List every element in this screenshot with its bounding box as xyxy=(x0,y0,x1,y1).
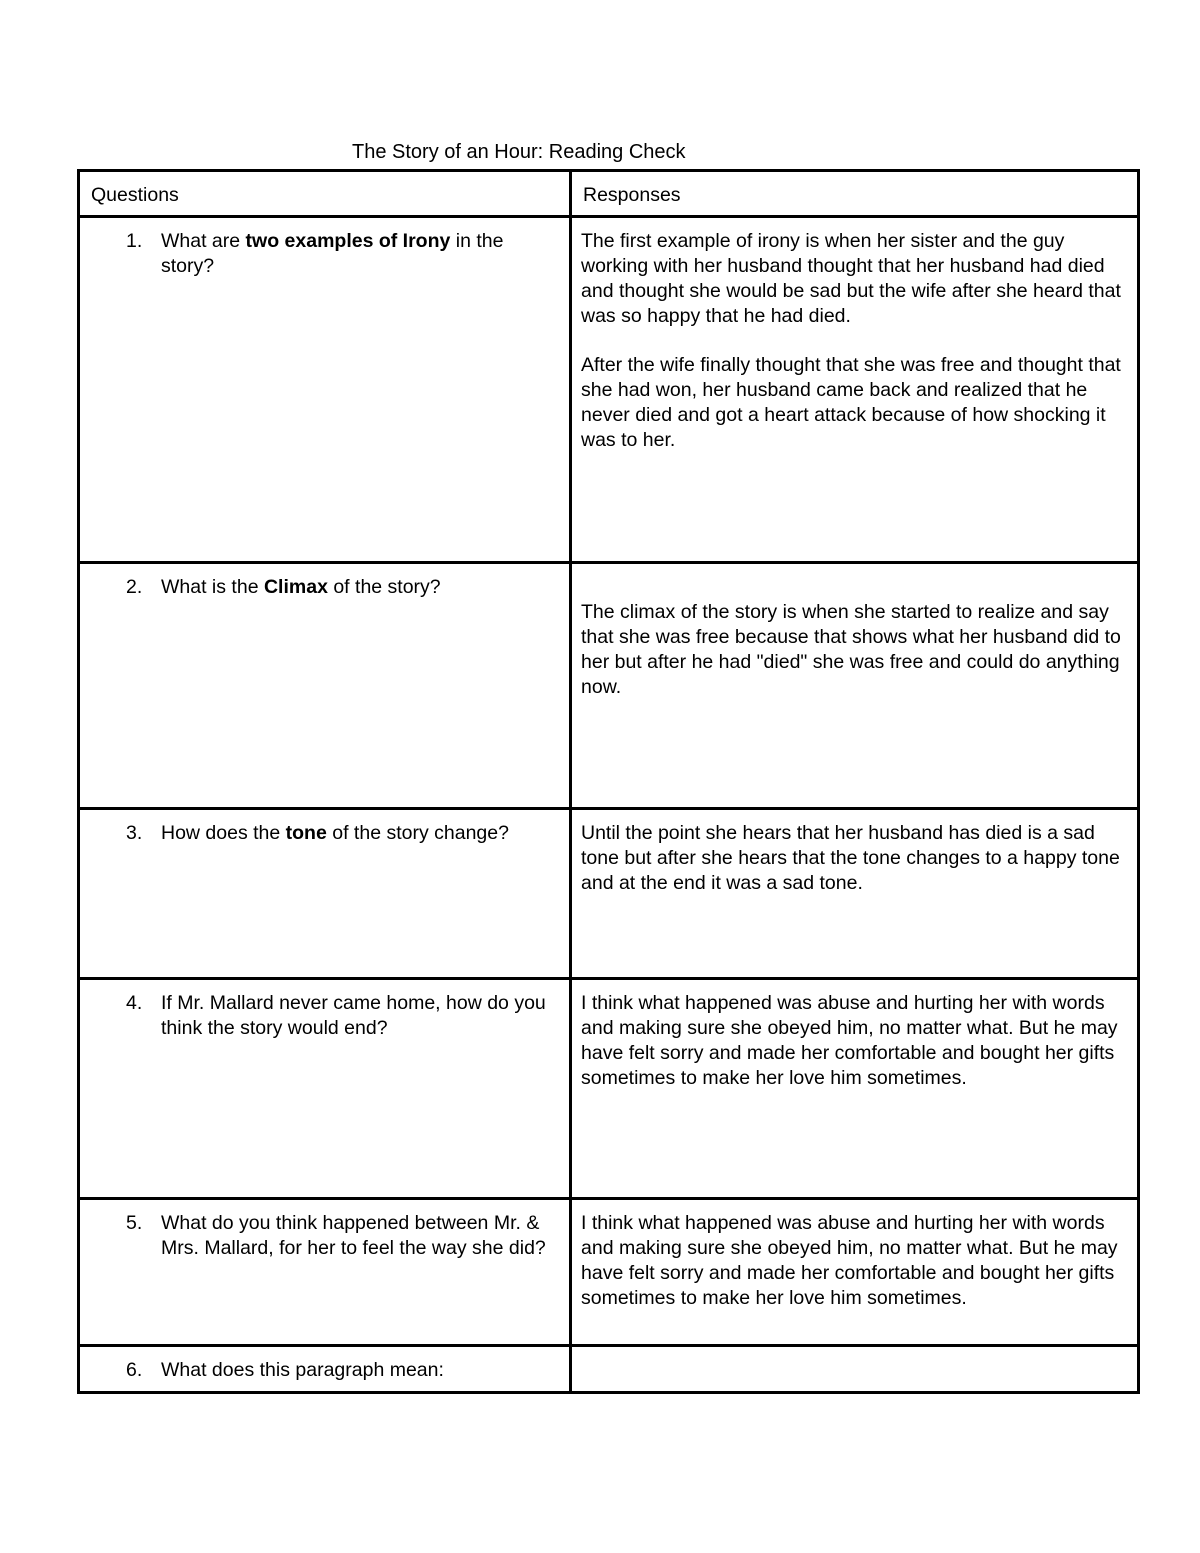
response-3 xyxy=(572,810,1137,896)
question-number: 4. xyxy=(126,992,143,1014)
question-text: If Mr. Mallard never came home, how do you think the story would end? xyxy=(161,992,546,1039)
questions-header: Questions xyxy=(91,184,179,206)
question-cell-2 xyxy=(79,563,571,809)
question-text: What does this paragraph mean: xyxy=(161,1359,444,1381)
response-6 xyxy=(572,1347,1137,1358)
question-number: 3. xyxy=(126,822,143,844)
response-paragraph: Until the point she hears that her husband has died is a sad tone but after she hears that the tone changes to a happy tone and at the end it was a sad tone. xyxy=(581,822,1120,894)
question-5 xyxy=(80,1200,569,1261)
response-paragraph: I think what happened was abuse and hurting her with words and making sure she obeyed him, no matter what. But he may have felt sorry and made her comfortable and bought her gifts sometimes to make her love him sometimes. xyxy=(581,1212,1118,1309)
question-3 xyxy=(80,810,569,846)
question-text: How does the xyxy=(161,822,286,844)
responses-header-cell xyxy=(571,171,1139,217)
response-cell-1 xyxy=(571,217,1139,563)
table-row xyxy=(79,979,1139,1199)
question-number: 2. xyxy=(126,576,143,598)
response-cell-5 xyxy=(571,1199,1139,1346)
question-number: 6. xyxy=(126,1359,143,1381)
responses-header: Responses xyxy=(583,184,681,206)
question-text: What are xyxy=(161,230,246,252)
question-cell-6 xyxy=(79,1346,571,1393)
question-text-tail: in the story? xyxy=(161,230,504,277)
table-row xyxy=(79,1346,1139,1393)
question-2 xyxy=(80,564,569,600)
response-5 xyxy=(572,1200,1137,1311)
question-text: What do you think happened between Mr. & Mrs. Mallard, for her to feel the way she did? xyxy=(161,1212,546,1259)
response-paragraph: After the wife finally thought that she was free and thought that she had won, her husband came back and realized that he never died and got a heart attack because of how shocking it was to her. xyxy=(581,354,1121,451)
question-1 xyxy=(80,218,569,279)
question-cell-1 xyxy=(79,217,571,563)
response-paragraph: The first example of irony is when her sister and the guy working with her husband thought that her husband had died and thought she would be sad but the wife after she heard that was so happy that he had died. xyxy=(581,230,1121,327)
question-cell-4 xyxy=(79,979,571,1199)
table-row xyxy=(79,563,1139,809)
question-cell-3 xyxy=(79,809,571,979)
question-text: What is the xyxy=(161,576,264,598)
question-6 xyxy=(80,1347,569,1383)
page-title: The Story of an Hour: Reading Check xyxy=(352,141,686,163)
response-paragraph: I think what happened was abuse and hurting her with words and making sure she obeyed him, no matter what. But he may have felt sorry and made her comfortable and bought her gifts sometimes to make her love him sometimes. xyxy=(581,992,1118,1089)
question-number: 5. xyxy=(126,1212,143,1234)
question-keyword: tone xyxy=(285,822,327,844)
table-row xyxy=(79,217,1139,563)
question-number: 1. xyxy=(126,230,143,252)
question-keyword: two examples of Irony xyxy=(245,230,451,252)
question-4 xyxy=(80,980,569,1041)
table-row xyxy=(79,809,1139,979)
response-cell-3 xyxy=(571,809,1139,979)
response-cell-4 xyxy=(571,979,1139,1199)
question-text-tail: of the story? xyxy=(327,576,441,598)
questions-header-cell xyxy=(79,171,571,217)
response-paragraph: The climax of the story is when she started to realize and say that she was free because that shows what her husband did to her but after he had "died" she was free and could do anything now. xyxy=(581,601,1121,698)
response-2 xyxy=(572,564,1137,700)
question-keyword: Climax xyxy=(263,576,328,598)
response-cell-2 xyxy=(571,563,1139,809)
reading-check-table xyxy=(77,169,1140,1394)
question-text-tail: of the story change? xyxy=(326,822,509,844)
response-cell-6 xyxy=(571,1346,1139,1393)
response-1 xyxy=(572,218,1137,453)
response-4 xyxy=(572,980,1137,1091)
table-header-row xyxy=(79,171,1139,217)
table-row xyxy=(79,1199,1139,1346)
question-cell-5 xyxy=(79,1199,571,1346)
